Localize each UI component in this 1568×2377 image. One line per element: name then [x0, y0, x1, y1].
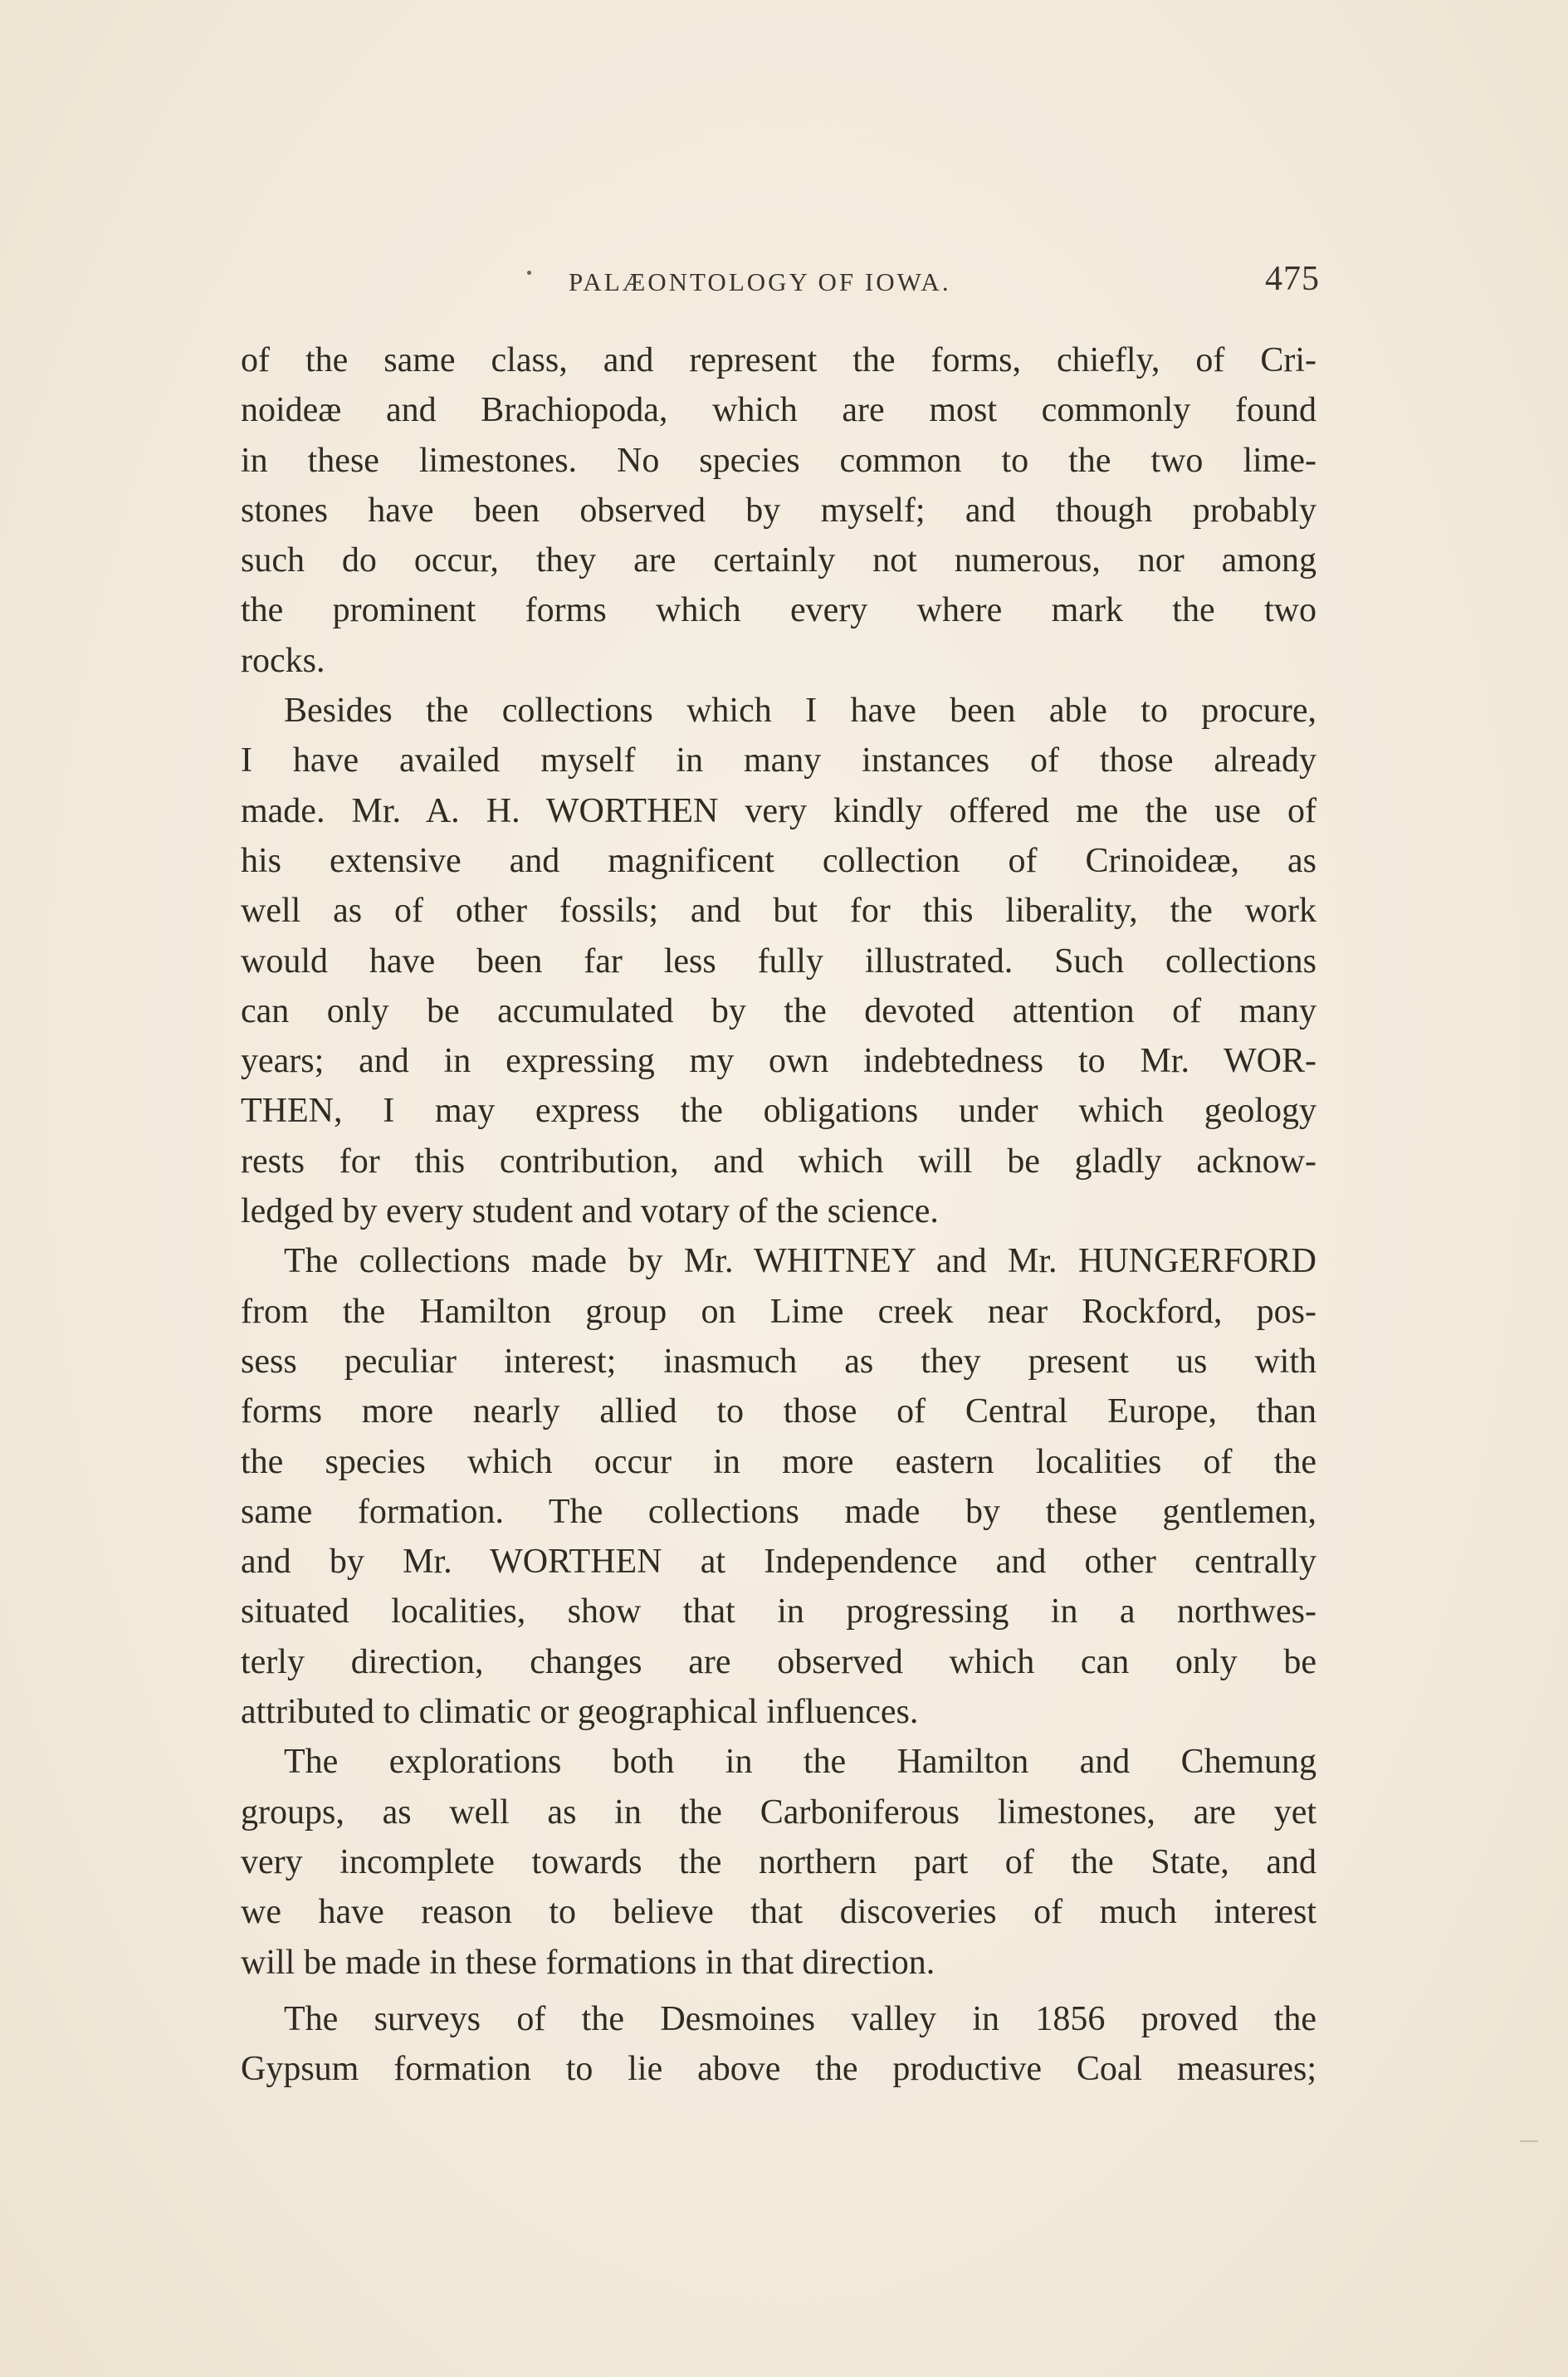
- text-line: same formation. The collections made by these gentlemen,: [241, 1492, 1316, 1531]
- text-line: made. Mr. A. H. WORTHEN very kindly offered me the use of: [241, 791, 1316, 830]
- body-text: [241, 335, 1316, 2094]
- text-line: and by Mr. WORTHEN at Independence and other centrally: [241, 1543, 1316, 1582]
- text-line: The collections made by Mr. WHITNEY and Mr. HUNGERFORD: [284, 1242, 1316, 1281]
- text-line: The explorations both in the Hamilton and Chemung: [284, 1743, 1316, 1782]
- text-line: rests for this contribution, and which will be gladly acknow-: [241, 1142, 1316, 1181]
- text-line: such do occur, they are certainly not numerous, nor among: [241, 541, 1316, 580]
- text-line: The surveys of the Desmoines valley in 1856 proved the: [284, 1999, 1316, 2038]
- text-line: will be made in these formations in that direction.: [241, 1943, 935, 1982]
- text-line: from the Hamilton group on Lime creek near Rockford, pos-: [241, 1292, 1316, 1331]
- text-line: groups, as well as in the Carboniferous limestones, are yet: [241, 1793, 1316, 1832]
- text-line: forms more nearly allied to those of Central Europe, than: [241, 1392, 1316, 1431]
- text-line: rocks.: [241, 641, 325, 680]
- text-line: can only be accumulated by the devoted attention of many: [241, 991, 1316, 1030]
- text-line: years; and in expressing my own indebtedness to Mr. WOR-: [241, 1042, 1316, 1081]
- header-dot: [527, 271, 531, 275]
- text-line: in these limestones. No species common to the two lime-: [241, 441, 1316, 480]
- text-line: we have reason to believe that discoveries of much interest: [241, 1893, 1316, 1932]
- text-line: the species which occur in more eastern localities of the: [241, 1442, 1316, 1481]
- text-line: terly direction, changes are observed which can only be: [241, 1642, 1316, 1681]
- margin-mark: [1520, 2140, 1538, 2142]
- text-line: his extensive and magnificent collection of Crinoideæ, as: [241, 841, 1316, 880]
- text-line: Gypsum formation to lie above the productive Coal measures;: [241, 2050, 1316, 2089]
- text-line: would have been far less fully illustrated. Such collections: [241, 942, 1316, 981]
- text-line: Besides the collections which I have been able to procure,: [284, 692, 1316, 731]
- text-line: ledged by every student and votary of the science.: [241, 1192, 939, 1231]
- text-line: noideæ and Brachiopoda, which are most commonly found: [241, 391, 1316, 430]
- text-line: the prominent forms which every where mark the two: [241, 591, 1316, 630]
- text-line: very incomplete towards the northern part of the State, and: [241, 1842, 1316, 1881]
- text-line: well as of other fossils; and but for this liberality, the work: [241, 892, 1316, 931]
- text-line: THEN, I may express the obligations under which geology: [241, 1092, 1316, 1131]
- page-header: [241, 259, 1320, 309]
- text-line: situated localities, show that in progressing in a northwes-: [241, 1592, 1316, 1631]
- text-line: stones have been observed by myself; and though probably: [241, 491, 1316, 530]
- text-line: attributed to climatic or geographical influences.: [241, 1693, 919, 1732]
- text-line: sess peculiar interest; inasmuch as they present us with: [241, 1342, 1316, 1381]
- text-line: of the same class, and represent the forms, chiefly, of Cri-: [241, 341, 1316, 379]
- page-number: 475: [1265, 260, 1320, 298]
- running-title: PALÆONTOLOGY OF IOWA.: [569, 267, 951, 296]
- text-line: I have availed myself in many instances of those already: [241, 741, 1316, 780]
